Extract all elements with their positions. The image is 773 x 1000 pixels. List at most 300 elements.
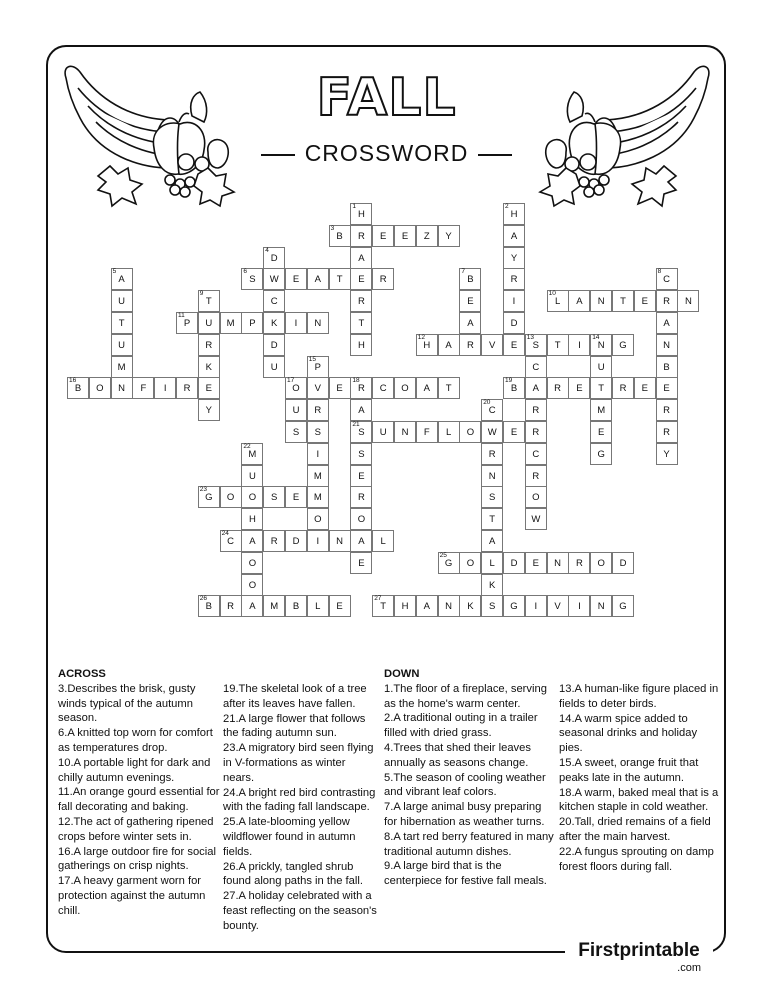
cell-letter: Y xyxy=(205,405,212,417)
crossword-cell[interactable] xyxy=(547,595,569,617)
crossword-cell[interactable] xyxy=(590,443,612,465)
crossword-cell[interactable] xyxy=(525,334,547,356)
crossword-cell[interactable] xyxy=(111,312,133,334)
crossword-cell[interactable] xyxy=(525,552,547,574)
cell-letter: I xyxy=(316,448,320,460)
crossword-cell[interactable] xyxy=(416,595,438,617)
crossword-cell[interactable] xyxy=(198,312,220,334)
crossword-cell[interactable] xyxy=(198,334,220,356)
across-clues-continued xyxy=(223,682,378,934)
crossword-cell[interactable] xyxy=(220,312,242,334)
cell-letter: A xyxy=(532,383,539,395)
crossword-cell[interactable] xyxy=(612,334,634,356)
crossword-cell[interactable] xyxy=(394,421,416,443)
crossword-cell[interactable] xyxy=(525,465,547,487)
clue: 6.A knitted top worn for comfort as temperatures drop. xyxy=(58,727,213,754)
cell-letter: O xyxy=(597,557,605,569)
crossword-cell[interactable] xyxy=(656,290,678,312)
clue: 27.A holiday celebrated with a feast reflecting on the season's bounty. xyxy=(223,890,377,932)
cell-letter: B xyxy=(336,230,343,242)
crossword-cell[interactable] xyxy=(350,225,372,247)
cell-letter: U xyxy=(118,296,126,308)
cell-letter: R xyxy=(510,274,518,286)
crossword-cell[interactable] xyxy=(590,552,612,574)
crossword-cell[interactable] xyxy=(568,290,590,312)
cell-letter: E xyxy=(510,427,518,438)
crossword-cell[interactable] xyxy=(176,377,198,399)
crossword-cell[interactable] xyxy=(459,312,481,334)
crossword-cell[interactable] xyxy=(111,334,133,356)
cell-letter: R xyxy=(379,274,387,286)
cell-letter: O xyxy=(466,557,475,569)
crossword-cell[interactable] xyxy=(394,595,416,617)
crossword-cell[interactable] xyxy=(372,530,394,552)
cell-letter: T xyxy=(598,383,605,395)
crossword-cell[interactable] xyxy=(307,530,329,552)
crossword-cell[interactable] xyxy=(198,595,220,617)
crossword-cell[interactable] xyxy=(438,334,460,356)
crossword-cell[interactable] xyxy=(67,377,89,399)
crossword-cell[interactable] xyxy=(438,552,460,574)
brand-domain: .com xyxy=(677,962,701,974)
cell-letter: S xyxy=(489,601,496,613)
crossword-cell[interactable] xyxy=(503,421,525,443)
crossword-cell[interactable] xyxy=(111,290,133,312)
cell-letter: O xyxy=(96,383,104,395)
cell-letter: E xyxy=(641,383,648,395)
cell-letter: U xyxy=(597,361,605,373)
cell-letter: E xyxy=(380,230,387,242)
crossword-cell[interactable] xyxy=(394,225,416,247)
clue: 5.The season of cooling weather and vibrant leaf colors. xyxy=(384,771,546,799)
crossword-cell[interactable] xyxy=(481,530,503,552)
cell-letter: H xyxy=(510,209,518,220)
crossword-cell[interactable] xyxy=(372,595,394,617)
crossword-cell[interactable] xyxy=(503,377,525,399)
crossword-cell[interactable] xyxy=(307,312,329,334)
crossword-cell[interactable] xyxy=(111,268,133,290)
crossword-cell[interactable] xyxy=(350,247,372,269)
crossword-cell[interactable] xyxy=(263,486,285,508)
cell-letter: I xyxy=(534,601,538,613)
crossword-cell[interactable] xyxy=(590,421,612,443)
cell-letter: P xyxy=(183,318,191,329)
cell-letter: G xyxy=(444,557,453,569)
cell-letter: H xyxy=(423,339,431,351)
crossword-cell[interactable] xyxy=(481,334,503,356)
cell-letter: Y xyxy=(510,252,518,264)
crossword-cell[interactable] xyxy=(307,421,329,443)
crossword-cell[interactable] xyxy=(612,552,634,574)
cell-letter: E xyxy=(467,296,474,308)
crossword-cell[interactable] xyxy=(220,530,242,552)
crossword-cell[interactable] xyxy=(416,377,438,399)
crossword-cell[interactable] xyxy=(656,421,678,443)
clue-number: 1 xyxy=(352,203,357,210)
cell-letter: H xyxy=(357,209,365,220)
clue-number: 3 xyxy=(330,224,335,232)
crossword-cell[interactable] xyxy=(350,399,372,421)
clue: 14.A warm spice added to seasonal drinks and holiday pies. xyxy=(559,712,698,755)
crossword-cell[interactable] xyxy=(438,421,460,443)
clue: 26.A prickly, tangled shrub found along paths in the fall. xyxy=(223,860,363,888)
cell-letter: N xyxy=(597,296,605,308)
crossword-cell[interactable] xyxy=(220,595,242,617)
crossword-cell[interactable] xyxy=(241,486,263,508)
crossword-cell[interactable] xyxy=(350,465,372,487)
crossword-cell[interactable] xyxy=(350,530,372,552)
crossword-cell[interactable] xyxy=(307,443,329,465)
crossword-cell[interactable] xyxy=(263,312,285,334)
cell-letter: D xyxy=(619,557,627,569)
cell-letter: K xyxy=(489,579,496,591)
crossword-cell[interactable] xyxy=(241,595,263,617)
cell-letter: C xyxy=(379,383,387,395)
clue: 9.A large bird that is the centerpiece for festive fall meals. xyxy=(384,860,547,888)
crossword-cell[interactable] xyxy=(590,356,612,378)
crossword-cell[interactable] xyxy=(263,268,285,290)
cell-letter: K xyxy=(205,361,212,373)
crossword-cell[interactable] xyxy=(89,377,111,399)
crossword-cell[interactable] xyxy=(612,595,634,617)
crossword-cell[interactable] xyxy=(547,334,569,356)
crossword-cell[interactable] xyxy=(416,225,438,247)
cell-letter: S xyxy=(292,427,300,438)
crossword-cell[interactable] xyxy=(481,574,503,596)
crossword-cell[interactable] xyxy=(612,290,634,312)
crossword-cell[interactable] xyxy=(307,465,329,487)
crossword-cell[interactable] xyxy=(525,443,547,465)
crossword-cell[interactable] xyxy=(263,290,285,312)
crossword-cell[interactable] xyxy=(503,247,525,269)
crossword-cell[interactable] xyxy=(372,268,394,290)
crossword-cell[interactable] xyxy=(459,421,481,443)
crossword-cell[interactable] xyxy=(568,552,590,574)
cell-letter: A xyxy=(510,230,518,242)
crossword-cell[interactable] xyxy=(285,312,307,334)
crossword-cell[interactable] xyxy=(656,443,678,465)
clue: 11.An orange gourd essential for fall decorating and baking. xyxy=(58,786,220,814)
crossword-cell[interactable] xyxy=(634,290,656,312)
clue: 23.A migratory bird seen flying in V-formations as winter nears. xyxy=(223,742,374,784)
crossword-cell[interactable] xyxy=(481,508,503,530)
cell-letter: W xyxy=(531,514,541,526)
crossword-cell[interactable] xyxy=(350,486,372,508)
crossword-cell[interactable] xyxy=(656,377,678,399)
crossword-cell[interactable] xyxy=(568,334,590,356)
clue-number: 14 xyxy=(592,333,600,341)
cell-letter: M xyxy=(313,492,322,504)
cell-letter: R xyxy=(357,383,365,395)
crossword-cell[interactable] xyxy=(198,399,220,421)
crossword-cell[interactable] xyxy=(263,334,285,356)
crossword-cell[interactable] xyxy=(547,377,569,399)
cell-letter: A xyxy=(467,318,474,329)
cell-letter: A xyxy=(663,318,670,329)
cell-letter: A xyxy=(249,536,256,547)
crossword-cell[interactable] xyxy=(525,399,547,421)
cell-letter: A xyxy=(314,274,321,286)
crossword-cell[interactable] xyxy=(132,377,154,399)
crossword-cell[interactable] xyxy=(459,552,481,574)
cell-letter: E xyxy=(641,296,648,308)
crossword-cell[interactable] xyxy=(547,290,569,312)
crossword-cell[interactable] xyxy=(285,399,307,421)
crossword-cell[interactable] xyxy=(176,312,198,334)
crossword-cell[interactable] xyxy=(285,595,307,617)
cell-letter: E xyxy=(358,274,365,286)
clue: 4.Trees that shed their leaves annually as seasons change. xyxy=(384,741,531,769)
crossword-cell[interactable] xyxy=(459,268,481,290)
crossword-cell[interactable] xyxy=(241,268,263,290)
cell-letter: R xyxy=(488,448,496,460)
cell-letter: I xyxy=(294,318,298,329)
crossword-cell[interactable] xyxy=(241,443,263,465)
crossword-cell[interactable] xyxy=(438,225,460,247)
cell-letter: R xyxy=(532,405,540,417)
cell-letter: T xyxy=(620,296,626,308)
crossword-cell[interactable] xyxy=(198,356,220,378)
crossword-cell[interactable] xyxy=(241,530,263,552)
clue: 16.A large outdoor fire for social gatherings on crisp nights. xyxy=(58,845,216,873)
cell-letter: S xyxy=(271,492,278,504)
clue-number: 5 xyxy=(112,268,117,276)
crossword-cell[interactable] xyxy=(525,356,547,378)
crossword-cell[interactable] xyxy=(590,334,612,356)
cell-letter: T xyxy=(205,296,212,308)
crossword-cell[interactable] xyxy=(656,334,678,356)
crossword-cell[interactable] xyxy=(568,377,590,399)
crossword-cell[interactable] xyxy=(154,377,176,399)
cell-letter: U xyxy=(118,339,126,351)
clue: 17.A heavy garment worn for protection against the autumn chill. xyxy=(58,875,206,917)
crossword-cell[interactable] xyxy=(525,595,547,617)
crossword-cell[interactable] xyxy=(198,290,220,312)
crossword-cell[interactable] xyxy=(503,334,525,356)
cell-letter: V xyxy=(554,601,561,613)
cell-letter: C xyxy=(663,274,671,286)
cell-letter: R xyxy=(357,296,365,308)
crossword-cell[interactable] xyxy=(503,595,525,617)
clue: 24.A bright red bird contrasting with the fading fall landscape. xyxy=(223,786,376,814)
cell-letter: N xyxy=(597,601,605,613)
crossword-cell[interactable] xyxy=(329,225,351,247)
down-heading: DOWN xyxy=(384,668,420,680)
crossword-cell[interactable] xyxy=(590,290,612,312)
clue-number: 8 xyxy=(657,268,662,276)
clue-number: 22 xyxy=(243,442,251,450)
crossword-cell[interactable] xyxy=(459,334,481,356)
across-heading: ACROSS xyxy=(58,668,106,680)
crossword-cell[interactable] xyxy=(198,486,220,508)
crossword-cell[interactable] xyxy=(307,486,329,508)
crossword-cell[interactable] xyxy=(285,268,307,290)
clue-number: 21 xyxy=(352,421,360,428)
crossword-cell[interactable] xyxy=(503,290,525,312)
brand-logo[interactable] xyxy=(565,940,713,974)
cell-letter: E xyxy=(576,383,583,395)
crossword-cell[interactable] xyxy=(263,595,285,617)
crossword-cell[interactable] xyxy=(263,247,285,269)
cell-letter: R xyxy=(575,557,583,569)
crossword-cell[interactable] xyxy=(307,399,329,421)
clue: 21.A large flower that follows the fading autumn sun. xyxy=(223,712,366,740)
cell-letter: U xyxy=(205,318,213,329)
cell-letter: F xyxy=(423,427,430,438)
cell-letter: A xyxy=(358,536,365,547)
cell-letter: R xyxy=(532,470,540,482)
cell-letter: E xyxy=(336,601,343,613)
crossword-cell[interactable] xyxy=(590,399,612,421)
cell-letter: N xyxy=(401,427,409,438)
crossword-cell[interactable] xyxy=(241,312,263,334)
crossword-cell[interactable] xyxy=(656,268,678,290)
clue: 13.A human-like figure placed in fields to deter birds. xyxy=(559,683,719,710)
crossword-cell[interactable] xyxy=(350,377,372,399)
clue: 18.A warm, baked meal that is a kitchen staple in cold weather. xyxy=(559,786,719,814)
cell-letter: B xyxy=(74,383,82,395)
crossword-cell[interactable] xyxy=(481,421,503,443)
crossword-cell[interactable] xyxy=(590,377,612,399)
crossword-cell[interactable] xyxy=(503,203,525,225)
crossword-cell[interactable] xyxy=(350,552,372,574)
clue: 1.The floor of a fireplace, serving as the home's warm center. xyxy=(384,682,547,710)
clue-number: 6 xyxy=(243,268,248,276)
cell-letter: P xyxy=(314,361,321,373)
clue-number: 9 xyxy=(199,290,204,298)
crossword-cell[interactable] xyxy=(525,508,547,530)
cell-letter: R xyxy=(466,339,474,351)
cell-letter: A xyxy=(249,601,256,613)
crossword-cell[interactable] xyxy=(372,377,394,399)
crossword-cell[interactable] xyxy=(350,290,372,312)
cell-letter: M xyxy=(226,318,235,329)
crossword-cell[interactable] xyxy=(503,268,525,290)
cell-letter: D xyxy=(292,536,300,547)
crossword-cell[interactable] xyxy=(307,377,329,399)
crossword-cell[interactable] xyxy=(329,595,351,617)
crossword-cell[interactable] xyxy=(481,443,503,465)
crossword-cell[interactable] xyxy=(481,552,503,574)
crossword-cell[interactable] xyxy=(350,268,372,290)
crossword-cell[interactable] xyxy=(285,486,307,508)
crossword-cell[interactable] xyxy=(547,552,569,574)
clue-number: 19 xyxy=(505,377,513,385)
crossword-cell[interactable] xyxy=(372,421,394,443)
crossword-cell[interactable] xyxy=(263,356,285,378)
crossword-cell[interactable] xyxy=(438,595,460,617)
crossword-cell[interactable] xyxy=(438,377,460,399)
crossword-cell[interactable] xyxy=(503,552,525,574)
crossword-cell[interactable] xyxy=(481,486,503,508)
crossword-cell[interactable] xyxy=(285,530,307,552)
crossword-cell[interactable] xyxy=(459,290,481,312)
cell-letter: W xyxy=(269,274,279,286)
cell-letter: L xyxy=(554,296,561,308)
crossword-cell[interactable] xyxy=(525,421,547,443)
crossword-cell[interactable] xyxy=(350,312,372,334)
cell-letter: G xyxy=(597,448,605,460)
crossword-cell[interactable] xyxy=(481,595,503,617)
crossword-cell[interactable] xyxy=(525,377,547,399)
crossword-cell[interactable] xyxy=(220,486,242,508)
crossword-cell[interactable] xyxy=(241,465,263,487)
clue: 3.Describes the brisk, gusty winds typical of the autumn season. xyxy=(58,682,196,725)
crossword-cell[interactable] xyxy=(525,486,547,508)
crossword-cell[interactable] xyxy=(307,595,329,617)
crossword-cell[interactable] xyxy=(350,443,372,465)
crossword-cell[interactable] xyxy=(481,399,503,421)
crossword-cell[interactable] xyxy=(656,399,678,421)
crossword-cell[interactable] xyxy=(241,574,263,596)
cell-letter: E xyxy=(358,470,365,482)
crossword-cell[interactable] xyxy=(241,508,263,530)
crossword-cell[interactable] xyxy=(656,356,678,378)
crossword-cell[interactable] xyxy=(111,377,133,399)
crossword-cell[interactable] xyxy=(612,377,634,399)
crossword-cell[interactable] xyxy=(263,530,285,552)
crossword-cell[interactable] xyxy=(350,203,372,225)
crossword-cell[interactable] xyxy=(503,312,525,334)
crossword-cell[interactable] xyxy=(111,356,133,378)
crossword-cell[interactable] xyxy=(307,508,329,530)
cell-letter: M xyxy=(313,470,322,482)
cell-letter: C xyxy=(270,296,278,308)
crossword-cell[interactable] xyxy=(481,465,503,487)
crossword-cell[interactable] xyxy=(459,595,481,617)
clue-number: 13 xyxy=(526,333,535,341)
cell-letter: D xyxy=(270,252,278,264)
crossword-cell[interactable] xyxy=(350,421,372,443)
crossword-cell[interactable] xyxy=(329,530,351,552)
crossword-cell[interactable] xyxy=(568,595,590,617)
crossword-cell[interactable] xyxy=(350,508,372,530)
cell-letter: S xyxy=(314,427,321,438)
cell-letter: K xyxy=(467,601,474,613)
crossword-cell[interactable] xyxy=(590,595,612,617)
crossword-cell[interactable] xyxy=(372,225,394,247)
crossword-cell[interactable] xyxy=(285,421,307,443)
crossword-cell[interactable] xyxy=(241,552,263,574)
crossword-cell[interactable] xyxy=(307,356,329,378)
clue: 19.The skeletal look of a tree after its leaves have fallen. xyxy=(223,683,367,710)
crossword-cell[interactable] xyxy=(394,377,416,399)
cell-letter: D xyxy=(510,318,518,329)
crossword-cell[interactable] xyxy=(634,377,656,399)
crossword-cell[interactable] xyxy=(285,377,307,399)
crossword-cell[interactable] xyxy=(329,268,351,290)
crossword-cell[interactable] xyxy=(198,377,220,399)
cell-letter: M xyxy=(270,601,279,613)
cell-letter: G xyxy=(619,339,627,351)
cell-letter: S xyxy=(489,492,496,504)
cell-letter: E xyxy=(336,383,343,395)
crossword-cell[interactable] xyxy=(307,268,329,290)
crossword-cell[interactable] xyxy=(350,334,372,356)
cell-letter: T xyxy=(554,339,561,351)
crossword-cell[interactable] xyxy=(503,225,525,247)
crossword-cell[interactable] xyxy=(329,377,351,399)
cell-letter: N xyxy=(314,318,322,329)
cell-letter: V xyxy=(314,383,321,395)
cell-letter: B xyxy=(467,274,474,286)
crossword-cell[interactable] xyxy=(656,312,678,334)
crossword-cell[interactable] xyxy=(416,421,438,443)
cell-letter: L xyxy=(445,427,452,438)
crossword-cell[interactable] xyxy=(677,290,699,312)
crossword-cell[interactable] xyxy=(416,334,438,356)
clue-number: 26 xyxy=(199,595,208,603)
